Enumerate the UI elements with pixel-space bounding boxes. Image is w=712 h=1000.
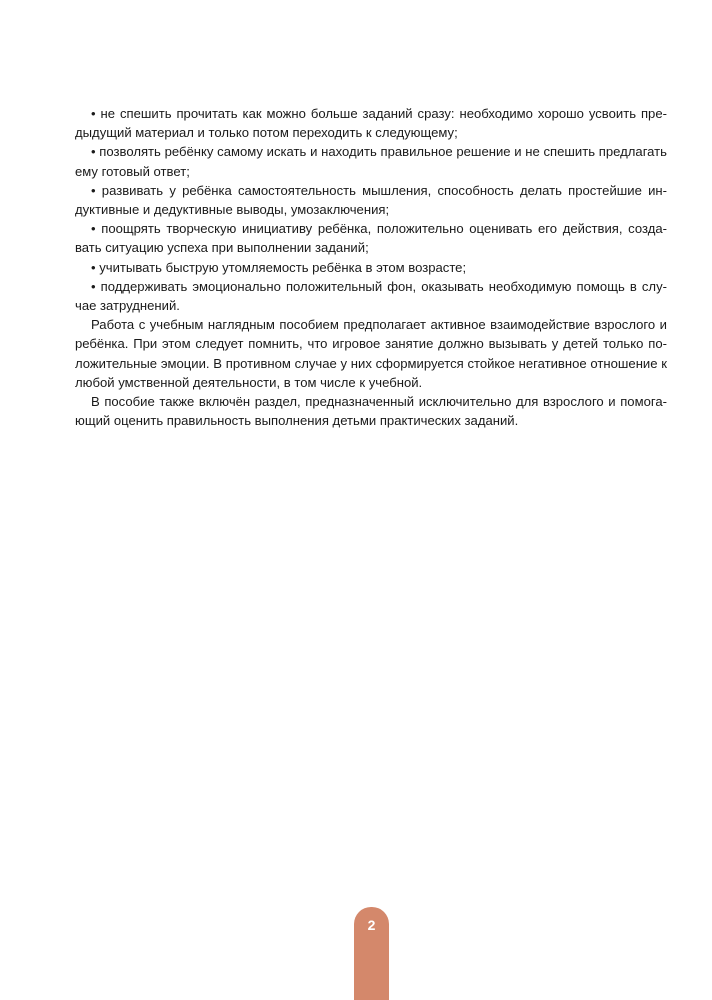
body-text xyxy=(75,104,667,430)
bullet-item: • развивать у ребёнка самостоятельность мышления, способность делать простейшие индуктивные и дедуктивные выводы, умозаключения; xyxy=(75,182,667,218)
page-number: 2 xyxy=(367,917,376,933)
bullet-item: • учитывать быструю утомляемость ребёнка в этом возрасте; xyxy=(91,259,467,275)
bullet-item: • поддерживать эмоционально положительный фон, оказывать необходимую помощь в случае затруднений. xyxy=(75,278,667,314)
bullet-item: • не спешить прочитать как можно больше заданий сразу: необходимо хорошо усвоить предыдущий материал и только потом переходить к следующему; xyxy=(75,106,667,141)
bullet-item: • поощрять творческую инициативу ребёнка, положительно оценивать его действия, создавать ситуацию успеха при выполнении заданий; xyxy=(75,221,667,256)
page-number-tab xyxy=(354,907,389,1000)
paragraph: В пособие также включён раздел, предназначенный исключительно для взрослого и помогающий оценить правильность выполнения детьми практических заданий. xyxy=(75,394,667,429)
paragraph: Работа с учебным наглядным пособием предполагает активное взаимодействие взрослого и ребёнка. При этом следует помнить, что игровое занятие должно вызывать у детей только положительные эмоции. В противном случае у них сформируется стойкое негативное отношение к любой умственной деятельности, в том числе к учебной. xyxy=(75,317,667,390)
bullet-item: • позволять ребёнку самому искать и находить правильное решение и не спешить предлагать ему готовый ответ; xyxy=(75,144,667,179)
